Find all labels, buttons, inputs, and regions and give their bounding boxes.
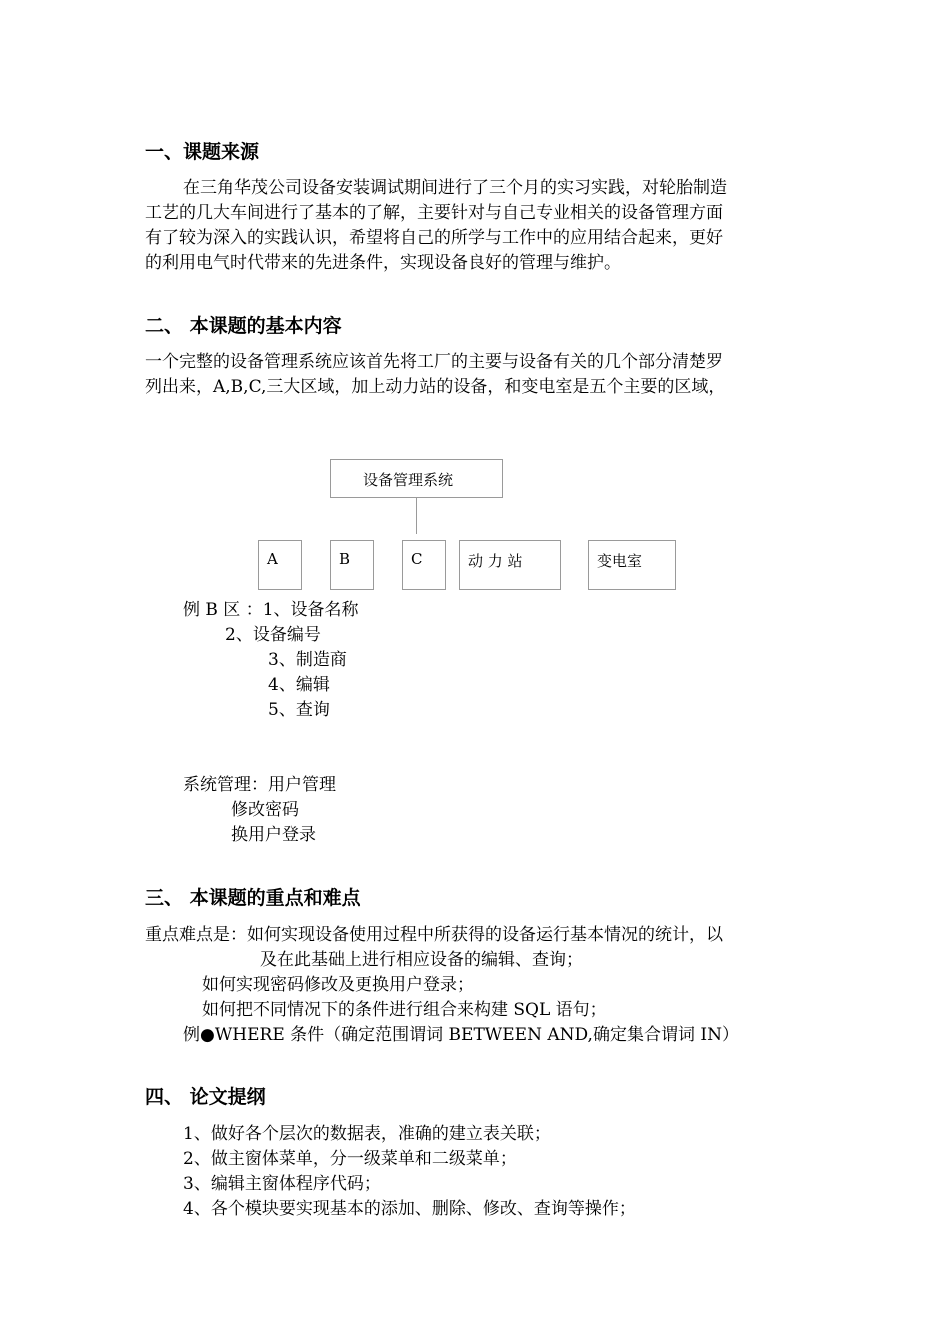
- section-1-paragraph-line: 有了较为深入的实践认识，希望将自己的所学与工作中的应用结合起来，更好: [145, 228, 723, 248]
- diagram-root-box: [330, 459, 503, 498]
- diagram-node-b: [330, 540, 374, 590]
- diagram-node-label: A: [267, 550, 278, 568]
- section-3-line: 例●WHERE 条件（确定范围谓词 BETWEEN AND,确定集合谓词 IN）: [183, 1025, 739, 1045]
- diagram-node-label: C: [411, 550, 423, 568]
- section-1-heading: 一、课题来源: [145, 141, 260, 163]
- system-line: 系统管理：用户管理: [183, 775, 336, 795]
- section-2-heading: 二、 本课题的基本内容: [145, 315, 342, 337]
- diagram-node-a: [258, 540, 302, 590]
- section-1-paragraph-line: 的利用电气时代带来的先进条件，实现设备良好的管理与维护。: [145, 253, 621, 273]
- section-1-paragraph-line: 在三角华茂公司设备安装调试期间进行了三个月的实习实践，对轮胎制造: [183, 178, 727, 198]
- example-line: 3、制造商: [268, 650, 347, 670]
- section-3-line: 如何实现密码修改及更换用户登录；: [202, 975, 474, 995]
- outline-item: 4、各个模块要实现基本的添加、删除、修改、查询等操作；: [183, 1199, 636, 1219]
- example-line: 4、编辑: [268, 675, 330, 695]
- diagram-node-c: [402, 540, 446, 590]
- system-line: 修改密码: [231, 800, 299, 820]
- outline-item: 1、做好各个层次的数据表，准确的建立表关联；: [183, 1124, 551, 1144]
- diagram-node-label: B: [339, 550, 351, 568]
- system-line: 换用户登录: [231, 825, 316, 845]
- section-3-line: 及在此基础上进行相应设备的编辑、查询；: [260, 950, 583, 970]
- example-line: 例 B 区 ：1、设备名称: [183, 600, 359, 620]
- section-3-line: 如何把不同情况下的条件进行组合来构建 SQL 语句；: [202, 1000, 607, 1020]
- diagram-node-label: 变电室: [597, 552, 643, 570]
- outline-item: 3、编辑主窗体程序代码；: [183, 1174, 381, 1194]
- section-4-heading: 四、 论文提纲: [145, 1086, 266, 1108]
- section-3-line: 重点难点是：如何实现设备使用过程中所获得的设备运行基本情况的统计，以: [145, 925, 723, 945]
- diagram-root-label: 设备管理系统: [363, 471, 454, 489]
- diagram-connector-line: [416, 498, 417, 534]
- section-2-paragraph-line: 一个完整的设备管理系统应该首先将工厂的主要与设备有关的几个部分清楚罗: [145, 352, 723, 372]
- section-1-paragraph-line: 工艺的几大车间进行了基本的了解，主要针对与自己专业相关的设备管理方面: [145, 203, 723, 223]
- outline-item: 2、做主窗体菜单，分一级菜单和二级菜单；: [183, 1149, 517, 1169]
- diagram-node-power-station: [459, 540, 561, 590]
- section-2-paragraph-line: 列出来，A,B,C,三大区域，加上动力站的设备，和变电室是五个主要的区域，: [145, 377, 726, 397]
- diagram-node-substation: [588, 540, 676, 590]
- section-3-heading: 三、 本课题的重点和难点: [145, 887, 361, 909]
- example-line: 5、查询: [268, 700, 330, 720]
- diagram-node-label: 动 力 站: [468, 552, 523, 570]
- example-line: 2、设备编号: [225, 625, 321, 645]
